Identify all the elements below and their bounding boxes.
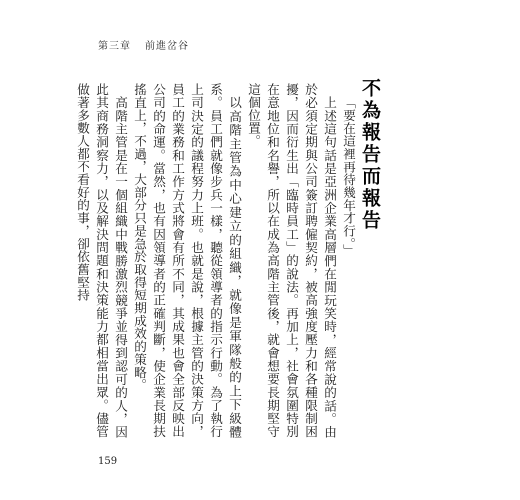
- chapter-title: 前進岔谷: [145, 41, 189, 52]
- paragraph: 「要在這裡再待幾年才行。」: [341, 95, 356, 257]
- paragraph: 以高階主管為中心建立的組織，就像是軍隊般的上下級體系。員工們就像步兵一樣，聽從領導者的指示行動。為了執行上司決定的議程努力上班。也就是說，根據主管的決策方向，員工的業務和工作方式將會有所不同，其成果也會全部反映出公司的命運。當然，也有因領導者的正確判斷，使企業長期扶搖直上，不過，大部分只是急於取得短期成效的策略。: [132, 83, 242, 438]
- paragraph: 上述這句話是亞洲企業高層們在閒玩笑時，經常說的話。由於必須定期與公司簽訂聘僱契約，被高強度壓力和各種限制困擾，因而衍生出「臨時員工」的說法。再加上，社會氛圍特別在意地位和名譽，所以在成為高階主管後，就會想要長期堅守這個位置。: [246, 83, 337, 438]
- paragraph: 高階主管是在一個組織中戰勝激烈競爭並得到認可的人，因此其商務洞察力，以及解決問題和決策能力都相當出眾。儘管做著多數人都不看好的事，卻依舊堅持: [75, 83, 128, 438]
- body-text: [75, 83, 358, 438]
- chapter-label: 第三章: [98, 41, 131, 52]
- section-title: 不為報告而報告: [359, 78, 381, 232]
- page-number: 159: [98, 456, 118, 467]
- running-head: [98, 37, 203, 52]
